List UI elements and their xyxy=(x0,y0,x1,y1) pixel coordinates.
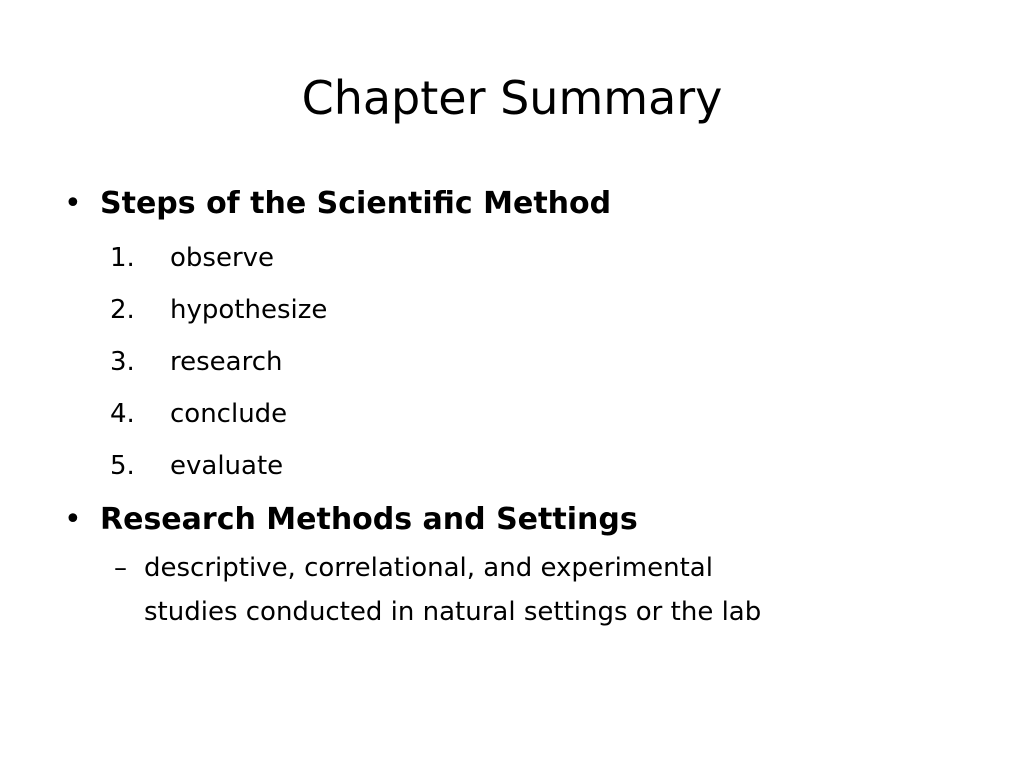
step-number: 1. xyxy=(110,243,135,273)
bullet-heading: Steps of the Scientific Method xyxy=(100,186,612,221)
slide-title: Chapter Summary xyxy=(301,71,723,125)
step-number: 4. xyxy=(110,399,135,429)
bullet-marker: • xyxy=(64,502,82,537)
list-item xyxy=(60,284,960,336)
step-text: conclude xyxy=(170,399,288,429)
research-methods-detail xyxy=(60,546,904,634)
step-text: observe xyxy=(170,243,275,273)
bullet-research-methods xyxy=(60,496,960,544)
step-number: 2. xyxy=(110,295,135,325)
dash-marker: – xyxy=(114,553,127,583)
step-text: research xyxy=(170,347,283,377)
bullet-heading: Research Methods and Settings xyxy=(100,502,638,537)
step-number: 3. xyxy=(110,347,135,377)
step-text: evaluate xyxy=(170,451,284,481)
detail-line-1: descriptive, correlational, and experimental xyxy=(144,553,713,583)
slide-body xyxy=(60,180,960,634)
step-number: 5. xyxy=(110,451,135,481)
list-item xyxy=(60,440,960,492)
list-item xyxy=(60,232,960,284)
bullet-marker: • xyxy=(64,186,82,221)
detail-line-2: studies conducted in natural settings or the lab xyxy=(144,597,762,627)
step-text: hypothesize xyxy=(170,295,328,325)
list-item xyxy=(60,336,960,388)
bullet-scientific-method xyxy=(60,180,960,228)
steps-list xyxy=(60,232,960,492)
list-item xyxy=(60,388,960,440)
